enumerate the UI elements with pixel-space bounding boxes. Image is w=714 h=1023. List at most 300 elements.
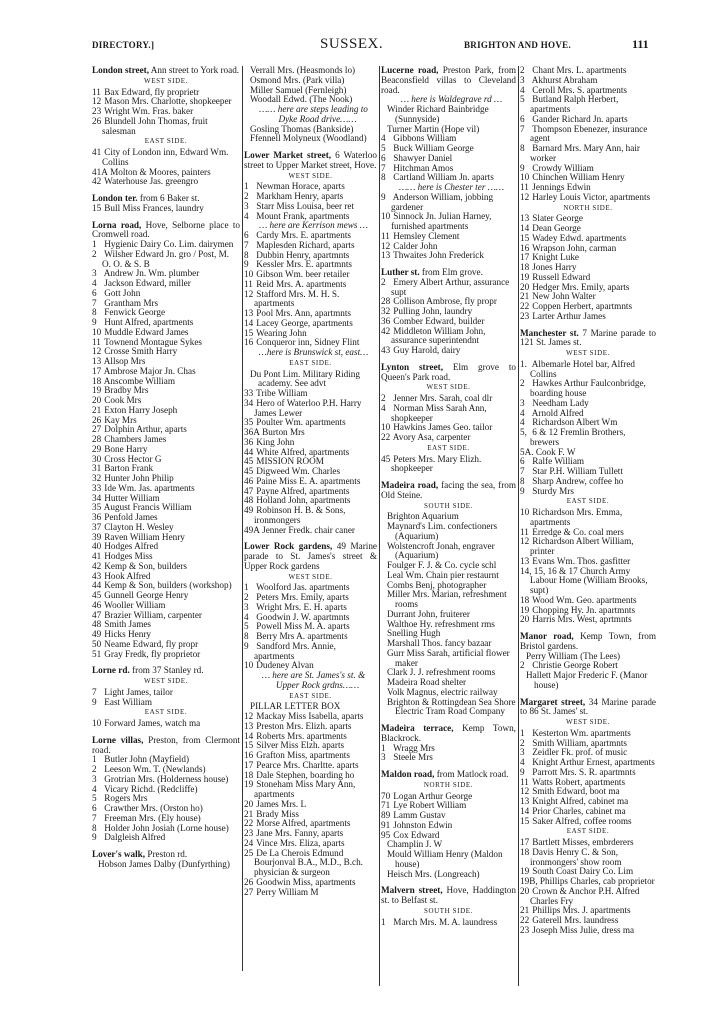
- house-number: 45: [381, 453, 391, 464]
- occupant-text: Pearce Mrs. Charltte. aparts: [256, 759, 359, 770]
- directory-entry: [244, 642, 377, 662]
- house-number: 18: [244, 769, 254, 780]
- house-number: 50: [92, 638, 102, 649]
- directory-entry: [92, 860, 240, 870]
- house-number: 36: [244, 436, 254, 447]
- occupant-text: Hook Alfred: [104, 570, 151, 581]
- house-number: 23: [520, 310, 530, 321]
- house-number: 6: [520, 456, 525, 467]
- occupant-text: Digweed Wm. Charles: [256, 466, 341, 476]
- street-heading: [381, 770, 516, 780]
- occupant-text: 15, 16 & 17 Church Army Labour Home (William Brooks, supt): [530, 565, 648, 595]
- house-number: 7: [92, 686, 97, 697]
- occupant-text: Penfold James: [104, 512, 158, 522]
- occupant-text: Jenner Fredk. chair caner: [262, 524, 355, 535]
- house-number: 8: [520, 475, 525, 486]
- occupant-text: Slater George: [532, 213, 583, 224]
- directory-entry: [244, 849, 377, 878]
- house-number: 23: [92, 106, 102, 116]
- directory-entry: [520, 379, 656, 399]
- occupant-text: Barnard Mrs. Mary Ann, hair worker: [530, 143, 640, 163]
- house-number: 10: [92, 718, 102, 728]
- occupant-text: Heisch Mrs. (Longreach): [387, 868, 480, 879]
- occupant-text: Markham Henry, aparts: [256, 191, 344, 201]
- occupant-text: Muddle Edward James: [104, 326, 189, 337]
- occupant-text: Smith James: [104, 619, 152, 630]
- directory-entry: [92, 148, 240, 168]
- street-description: Elm grove to Queen's Park road.: [381, 361, 516, 382]
- house-number: 10: [244, 660, 254, 671]
- occupant-text: Sharp Andrew, coffee ho: [532, 475, 624, 486]
- house-number: 26: [92, 115, 102, 126]
- house-number: 2: [520, 660, 525, 671]
- occupant-text: Gunnell George Henry: [104, 590, 189, 600]
- house-number: 22: [381, 432, 391, 442]
- directory-entry: [381, 327, 516, 347]
- occupant-text: Wilsher Edward Jn. gro / Post, M. O. O. & S. B: [102, 248, 230, 269]
- occupant-text: Bone Harry: [104, 443, 148, 454]
- occupant-text: Pulling John, laundry: [393, 306, 473, 316]
- house-number: 7: [520, 466, 525, 476]
- occupant-text: Hodges Alfred: [104, 541, 159, 552]
- directory-entry: [520, 193, 656, 203]
- occupant-text: Thompson Ebenezer, insurance agent: [530, 123, 648, 144]
- street-description: Hove, Selborne place to Cromwell road.: [92, 219, 240, 240]
- house-number: 12: [381, 240, 391, 251]
- directory-entry: [244, 370, 377, 390]
- occupant-text: Cook Mrs: [104, 395, 142, 405]
- occupant-text: Russell Edward: [532, 271, 591, 282]
- occupant-text: Ralfe William: [532, 456, 585, 467]
- occupant-text: Woolford Jas. apartments: [256, 582, 350, 593]
- occupant-text: Chambers James: [104, 434, 167, 444]
- street-heading: [381, 886, 516, 906]
- directory-entry: [520, 671, 656, 691]
- house-number: 11: [381, 230, 390, 241]
- house-number: 1: [381, 916, 386, 927]
- occupant-text: Knight Arthur Ernest, apartments: [532, 757, 655, 767]
- house-number: 1: [244, 181, 249, 192]
- house-number: 9: [520, 162, 525, 173]
- house-number: 6: [381, 152, 386, 163]
- house-number: 8: [92, 307, 97, 318]
- occupant-text: 6 & 12 Fremlin Brothers, brewers: [530, 427, 626, 447]
- occupant-text: Blundell John Thomas, fruit salesman: [102, 115, 208, 136]
- house-number: 1: [520, 727, 525, 738]
- side-label: WEST SIDE.: [144, 677, 188, 685]
- column-4: [520, 66, 656, 936]
- occupant-text: Robinson H. B. & Sons, ironmongers: [254, 505, 346, 525]
- occupant-text: Johnston Edwin: [393, 819, 453, 830]
- street-name: Lower Market street,: [244, 150, 332, 160]
- occupant-text: Prior Charles, cabinet ma: [532, 805, 626, 816]
- occupant-text: Hallett Major Frederic F. (Manor house): [526, 670, 648, 690]
- occupant-text: Combs Benj, photographer: [387, 579, 487, 590]
- street-heading: [520, 329, 656, 349]
- occupant-text: Avory Asa, carpenter: [392, 432, 471, 442]
- directory-entry: [381, 346, 516, 356]
- street-name: Lucerne road,: [381, 65, 439, 75]
- house-number: 36A: [244, 427, 260, 437]
- house-number: 11: [244, 278, 253, 289]
- house-number: 3: [92, 268, 97, 279]
- occupant-text: Maynard's Lim. confectioners (Aquarium): [387, 521, 498, 541]
- occupant-text: De La Cherois Edmund Bourjonval B.A., M.D., B.ch. physician & surgeon: [254, 847, 363, 877]
- house-number: 4: [520, 757, 525, 767]
- house-number: 49: [92, 629, 102, 639]
- house-number: 8: [244, 249, 249, 260]
- occupant-text: Champlin J. W: [387, 839, 443, 850]
- occupant-text: Miller Mrs. Marian, refreshment rooms: [387, 589, 507, 609]
- occupant-text: Lacey George, apartments: [256, 317, 353, 328]
- street-heading: [381, 724, 516, 744]
- directory-entry: [520, 312, 656, 322]
- occupant-text: Hygienic Dairy Co. Lim. dairymen: [104, 239, 234, 249]
- house-number: 3: [381, 752, 386, 763]
- directory-entry: [92, 833, 240, 843]
- directory-entry: [244, 526, 377, 536]
- directory-entry: [244, 888, 377, 898]
- occupant-text: …… here are steps leading to Dyke Road drive……: [259, 104, 368, 124]
- house-number: 13: [244, 720, 254, 731]
- house-number: 20: [520, 614, 530, 625]
- house-number: 5A.: [520, 446, 534, 457]
- occupant-text: Peters Mrs. Mary Elizh. shopkeeper: [391, 453, 482, 474]
- occupant-text: Mackay Miss Isabella, aparts: [256, 711, 364, 721]
- page-header: [92, 38, 662, 56]
- occupant-text: Hero of Waterloo P.H. Harry James Lewer: [254, 397, 362, 418]
- occupant-text: Richardson Albert Wm: [532, 417, 618, 428]
- occupant-text: Pool Mrs. Ann, apartmnts: [256, 308, 351, 318]
- occupant-text: Townend Montague Sykes: [104, 336, 202, 347]
- house-number: 15: [244, 740, 254, 751]
- occupant-text: March Mrs. M. A. laundress: [393, 916, 498, 927]
- house-number: 9: [92, 696, 97, 707]
- occupant-text: Smith Edward, boot ma: [532, 786, 620, 797]
- house-number: 42: [381, 325, 391, 336]
- occupant-text: King John: [256, 436, 295, 447]
- house-number: 47: [244, 485, 254, 496]
- occupant-text: Cardy Mrs. E. apartments: [256, 230, 351, 240]
- house-number: 70: [381, 790, 391, 801]
- occupant-text: Lamm Gustav: [393, 810, 446, 820]
- page-number: 111: [632, 37, 649, 51]
- house-number: 16: [244, 337, 254, 348]
- directory-entry: [92, 719, 240, 729]
- side-label: SOUTH SIDE.: [424, 501, 473, 510]
- house-number: 48: [92, 619, 102, 630]
- directory-entry: [381, 404, 516, 424]
- occupant-text: Vince Mrs. Eliza, aparts: [256, 837, 345, 848]
- directory-entry: [520, 508, 656, 528]
- house-number: 2: [520, 65, 525, 75]
- house-number: 1: [381, 742, 386, 753]
- occupant-text: Vicary Richd. (Redcliffe): [104, 783, 198, 794]
- occupant-text: Wragg Mrs: [393, 742, 435, 753]
- occupant-text: Kemp & Son, builders: [104, 560, 187, 571]
- directory-entry: [381, 522, 516, 542]
- house-number: 10: [381, 422, 391, 433]
- directory-entry: [244, 290, 377, 310]
- occupant-text: Clark J. J. refreshment rooms: [387, 667, 496, 678]
- house-number: 41A: [92, 166, 108, 177]
- house-number: 28: [92, 434, 102, 444]
- occupant-text: Gray Fredk, fly proprietor: [104, 648, 201, 659]
- directory-entry: [244, 399, 377, 419]
- occupant-text: Roberts Mrs. apartments: [256, 730, 347, 741]
- directory-entry: [92, 177, 240, 187]
- side-label: WEST SIDE.: [566, 349, 610, 357]
- house-number: 13: [92, 356, 102, 366]
- house-number: 91: [381, 819, 391, 830]
- occupant-text: Poulter Wm. apartments: [256, 417, 346, 428]
- running-head-left: DIRECTORY.]: [92, 40, 155, 50]
- street-name: Lorna road,: [92, 219, 142, 230]
- house-number: 14: [520, 223, 530, 233]
- house-number: 18: [520, 262, 530, 272]
- house-number: 48: [244, 495, 254, 506]
- side-label: EAST SIDE.: [144, 137, 188, 146]
- occupant-text: Harley Louis Victor, apartments: [532, 191, 651, 202]
- house-number: 6: [92, 803, 97, 813]
- occupant-text: Volk Magnus, electric railway: [387, 686, 498, 697]
- house-number: 42: [92, 176, 102, 187]
- side-label: NORTH SIDE.: [423, 780, 474, 789]
- house-number: 19: [520, 271, 530, 282]
- house-number: 7: [92, 812, 97, 823]
- house-number: 4: [520, 407, 525, 418]
- column-2: [244, 66, 377, 897]
- house-number: 43: [381, 345, 391, 355]
- house-number: 35: [92, 502, 102, 513]
- house-number: 33: [92, 482, 102, 493]
- occupant-text: Jane Mrs. Fanny, aparts: [256, 828, 344, 838]
- occupant-text: Bull Miss Frances, laundry: [104, 202, 204, 213]
- occupant-text: Shawyer Daniel: [393, 152, 453, 163]
- side-label: EAST SIDE.: [289, 358, 332, 367]
- side-label: SOUTH SIDE.: [424, 906, 473, 915]
- occupant-text: Raven William Henry: [104, 531, 185, 542]
- house-number: 34: [244, 397, 254, 408]
- occupant-text: Calder John: [393, 240, 438, 251]
- house-number: 89: [381, 810, 391, 820]
- street-description: 7 Marine parade to 121 St. James st.: [520, 327, 656, 348]
- directory-note: [244, 671, 377, 691]
- house-number: 1.: [520, 358, 527, 369]
- house-number: 9: [381, 191, 386, 202]
- column-3: [381, 66, 516, 927]
- occupant-text: Gaterell Mrs. laundress: [532, 915, 619, 925]
- house-number: 12: [520, 191, 530, 202]
- street-name: Lorne villas,: [92, 734, 144, 745]
- directory-entry: [92, 117, 240, 137]
- occupant-text: Preston Mrs. Elizh. aparts: [256, 720, 352, 731]
- occupant-text: Dubbin Henry, apartmnts: [256, 249, 350, 260]
- occupant-text: Thwaites John Frederick: [393, 250, 484, 261]
- house-number: 10: [381, 211, 391, 222]
- occupant-text: Emery Albert Arthur, assurance supt: [391, 276, 510, 297]
- house-number: 10: [520, 507, 530, 517]
- occupant-text: Jennings Edwin: [532, 182, 591, 192]
- street-name: Malvern street,: [381, 885, 443, 896]
- occupant-text: Anscombe William: [103, 375, 175, 386]
- house-number: 14: [244, 730, 254, 741]
- occupant-text: Goodwin J. W. apartmnts: [256, 611, 350, 622]
- house-number: 30: [92, 453, 102, 464]
- occupant-text: Leeson Wm. T. (Newlands): [104, 764, 206, 774]
- occupant-text: Gott John: [104, 287, 141, 298]
- directory-entry: [520, 360, 656, 380]
- occupant-text: Sinnock Jn. Julian Harney, furnished apartments: [391, 211, 492, 231]
- house-number: 29: [92, 443, 102, 454]
- house-number: 4: [244, 210, 249, 221]
- occupant-text: Woodall Edwd. (The Nook): [250, 94, 353, 105]
- street-heading: [381, 481, 516, 501]
- house-number: 17: [92, 365, 102, 376]
- occupant-text: Cartland William Jn. aparts: [393, 172, 494, 183]
- occupant-text: Harris Mrs. West, aprtmnts: [532, 614, 632, 625]
- house-number: 41: [92, 551, 102, 561]
- occupant-text: Star P.H. William Tullett: [532, 466, 623, 476]
- occupant-text: Larter Arthur James: [532, 310, 606, 321]
- occupant-text: Guy Harold, dairy: [393, 345, 461, 355]
- street-name: Lorne rd.: [92, 665, 130, 676]
- street-name: Margaret street,: [520, 696, 586, 707]
- street-name: Manor road,: [520, 631, 574, 641]
- occupant-text: Crown & Anchor P.H. Alfred Charles Fry: [530, 885, 640, 906]
- occupant-text: Albemarle Hotel bar, Alfred Collins: [530, 358, 636, 379]
- house-number: 19B,: [520, 876, 538, 886]
- house-number: 49A: [244, 524, 260, 535]
- occupant-text: Miller Samuel (Fernleigh): [250, 84, 347, 95]
- house-number: 8: [520, 143, 525, 153]
- occupant-text: Hicks Henry: [104, 629, 151, 639]
- house-number: 45: [244, 456, 254, 467]
- occupant-text: Dale Stephen, boarding ho: [256, 769, 355, 780]
- house-number: 13: [520, 796, 530, 806]
- occupant-text: Hawkes Arthur Faulconbridge, boarding house: [530, 378, 646, 398]
- column-rule: [379, 66, 380, 986]
- occupant-text: Collison Ambrose, fly propr: [393, 296, 497, 307]
- house-number: 23: [520, 924, 530, 935]
- street-heading: [92, 736, 240, 756]
- running-head-right: BRIGHTON AND HOVE.: [464, 40, 572, 50]
- occupant-text: Exton Harry Joseph: [104, 404, 178, 415]
- occupant-text: …here is Brunswick st, east…: [258, 347, 369, 357]
- occupant-text: Hedger Mrs. Emily, aparts: [532, 281, 630, 292]
- occupant-text: Barton Frank: [104, 463, 154, 474]
- house-number: 13: [244, 308, 254, 318]
- house-number: 3: [520, 397, 525, 408]
- occupant-text: Lye Robert William: [393, 800, 467, 811]
- street-description: from 6 Baker st.: [137, 193, 200, 203]
- directory-columns: [92, 65, 657, 1006]
- directory-entry: [520, 487, 656, 497]
- occupant-text: Holder John Josiah (Lorne house): [104, 822, 229, 833]
- street-name: Madeira terrace,: [381, 723, 454, 733]
- house-number: 4: [92, 278, 97, 288]
- house-number: 7: [244, 239, 249, 250]
- occupant-text: Hunt Alfred, apartments: [104, 317, 194, 327]
- house-number: 10: [520, 172, 530, 183]
- house-number: 20: [244, 798, 254, 809]
- house-number: 2: [381, 276, 386, 287]
- house-number: 13: [520, 213, 530, 224]
- house-number: 15: [92, 202, 102, 213]
- house-number: 26: [92, 414, 102, 425]
- house-number: 12: [520, 536, 530, 547]
- occupant-text: Davis Henry C. & Son, ironmongers' show room: [530, 846, 622, 867]
- occupant-text: Ceroll Mrs. S. apartments: [532, 84, 627, 95]
- occupant-text: Dudeney Alvan: [256, 660, 314, 671]
- street-description: 49 Marine parade to St. James's street & Upper Rock gardens: [244, 541, 378, 571]
- house-number: 11: [92, 336, 101, 347]
- house-number: 19: [520, 604, 530, 615]
- occupant-text: Hemsley Clement: [393, 230, 460, 241]
- house-number: 6: [92, 287, 97, 298]
- house-number: 2: [520, 737, 525, 748]
- occupant-text: Bradby Mrs: [104, 385, 149, 396]
- occupant-text: Arnold Alfred: [531, 407, 584, 418]
- house-number: 27: [92, 424, 102, 435]
- house-number: 36: [92, 512, 102, 522]
- occupant-text: City of London inn, Edward Wm. Collins: [102, 147, 229, 167]
- house-number: 14: [244, 317, 254, 328]
- occupant-text: Leal Wm. Chain pier restaurnt: [387, 569, 499, 580]
- street-name: Lover's walk,: [92, 849, 146, 859]
- occupant-text: Allsop Mrs: [103, 356, 146, 366]
- occupant-text: Kemp & Son, builders (workshop): [104, 580, 232, 591]
- running-head-county: SUSSEX.: [320, 36, 384, 52]
- house-number: 17: [520, 252, 530, 263]
- street-description: 34 Marine parade to 86 St. James' st.: [520, 696, 657, 717]
- directory-entry: [381, 918, 516, 928]
- house-number: 9: [92, 317, 97, 327]
- occupant-text: Gibbons William: [393, 133, 457, 144]
- occupant-text: Walthoe Hy. refreshment rms: [387, 618, 495, 629]
- occupant-text: … here is Waldegrave rd …: [400, 94, 503, 105]
- directory-entry: [381, 850, 516, 870]
- street-description: from Matlock road.: [434, 769, 509, 779]
- house-number: 3: [92, 773, 97, 784]
- house-number: 19: [520, 866, 530, 877]
- occupant-text: Mason Mrs. Charlotte, shopkeeper: [104, 96, 232, 107]
- house-number: 8: [381, 172, 386, 183]
- column-rule: [242, 66, 243, 971]
- occupant-text: Bartlett Misses, embrderers: [532, 837, 634, 847]
- occupant-text: Hobson James Dalby (Dunfyrthing): [98, 858, 230, 869]
- street-name: London street,: [92, 65, 149, 75]
- occupant-text: Turner Martin (Hope vil): [387, 123, 480, 134]
- directory-entry: [381, 542, 516, 562]
- occupant-text: Wright Mrs. E. H. aparts: [256, 601, 347, 612]
- house-number: 23: [244, 828, 254, 838]
- occupant-text: Snelling Hugh: [387, 628, 441, 639]
- occupant-text: Dean George: [532, 223, 581, 233]
- street-heading: [381, 66, 516, 95]
- house-number: 34: [92, 492, 102, 503]
- street-heading: [92, 666, 240, 676]
- house-number: 41: [92, 147, 102, 157]
- occupant-text: PILLAR LETTER BOX: [250, 701, 341, 712]
- house-number: 45: [244, 466, 254, 476]
- house-number: 9: [520, 766, 525, 777]
- house-number: 12: [92, 96, 102, 107]
- house-number: 22: [520, 301, 530, 311]
- house-number: 22: [244, 818, 254, 829]
- column-rule: [518, 66, 519, 986]
- house-number: 51: [92, 648, 102, 659]
